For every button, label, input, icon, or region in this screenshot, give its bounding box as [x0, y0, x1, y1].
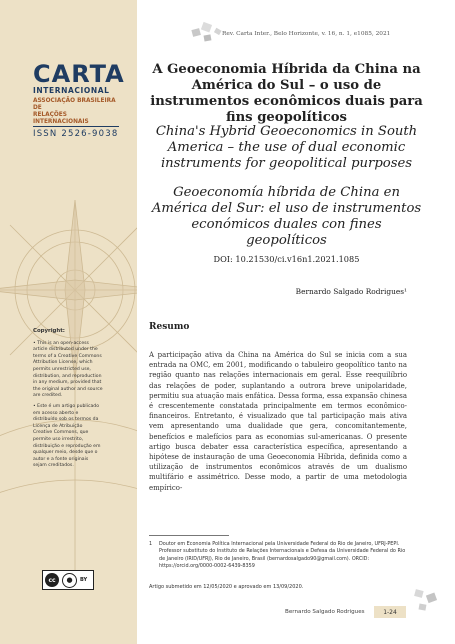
article-title-en: China's Hybrid Geoeconomics in South America – the use of dual economic instruments for geopolitical purposes [155, 124, 418, 171]
abstract-text: A participação ativa da China na América do Sul se inicia com a sua entrada na OMC, em 2001, modificando o tabuleiro geopolítico tanto na região quanto nas relações internacionais em geral. Esse reequilíbrio das relações de poder, suplantando a outrora breve unipolaridade, permitiu sua atuação mais enfática. Dessa forma, essa expansão chinesa é crescentemente constatada principalmente em termos econômico-financeiros. Entretanto, é visualizado que tal participação mais ativa vem apresentando uma dualidade que gera, concomitantemente, benefícios e malefícios para as economias sul-americanas. O presente artigo busca debater essa característica específica, apresentando a hipótese de instauração de uma Geoeconomia Híbrida, definida como a utilização de instrumentos econômicos através de um dualismo multifário e assimétrico. Desse modo, a partir de uma metodologia empírico- [149, 351, 407, 492]
logo-association-line2: RELAÇÕES INTERNACIONAIS [33, 112, 89, 125]
journal-reference: Rev. Carta Inter., Belo Horizonte, v. 16, n. 1, e1085, 2021 [222, 31, 391, 37]
logo-association-line1: ASSOCIAÇÃO BRASILEIRA DE [33, 98, 116, 111]
copyright-text-pt: • Este é um artigo publicado em acesso aberto e distribuído sob os termos da Licença de Atribuição Creative Commons, que permite uso irrestrito, distribuição e reprodução em qualquer meio, desde que o autor e a fonte originais sejam creditados. [33, 403, 101, 469]
journal-logo [33, 62, 123, 126]
abstract-heading: Resumo [149, 322, 190, 332]
footnote-number: 1 [149, 541, 153, 547]
footer-author: Bernardo Salgado Rodrigues [285, 609, 365, 615]
cc-icon: cc [45, 573, 59, 587]
cc-by-label: BY [80, 577, 88, 583]
decorative-dots-icon [411, 586, 445, 616]
creative-commons-badge[interactable] [42, 570, 94, 590]
submission-dates: Artigo submetido em 12/05/2020 e aprovado em 13/09/2020. [149, 584, 304, 590]
decorative-dots-icon [190, 17, 226, 47]
attribution-icon: ● [62, 573, 77, 588]
sidebar [0, 0, 137, 644]
footnote-text: Doutor em Economia Política Internacional pela Universidade Federal do Rio de Janeiro, UFRJ-PEPI. Professor substituto do Instituto de Relações Internacionais e Defesa da Universidade Federal do Rio de Janeiro (IRID/UFRJ), Rio de Janeiro, Brasil (bernardosalgado90@gmail.com). ORCID: https://orcid.org/0000-0002-6439-8359 [159, 541, 406, 569]
footnote-divider [149, 535, 229, 536]
logo-association [33, 98, 123, 126]
copyright-text-en: • This is an open-access article distributed under the terms of a Creative Commons Attribution License, which permits unrestricted use, distribution, and reproduction in any medium, provided that the original author and source are credited. [33, 340, 103, 399]
page-number: 1-24 [374, 606, 406, 618]
issn-label: ISSN 2526-9038 [33, 126, 119, 139]
article-title-es: Geoeconomía híbrida de China en América del Sur: el uso de instrumentos económicos duales con fines geopolíticos [151, 185, 422, 248]
copyright-notice [33, 328, 103, 474]
logo-subtitle: INTERNACIONAL [33, 86, 110, 95]
footnote [149, 541, 411, 570]
author-name: Bernardo Salgado Rodrigues¹ [295, 287, 407, 296]
logo-wordmark: CARTA [33, 60, 125, 88]
article-title-pt: A Geoeconomia Híbrida da China na América do Sul – o uso de instrumentos econômicos duais para fins geopolíticos [150, 62, 423, 125]
doi-link[interactable]: DOI: 10.21530/ci.v16n1.2021.1085 [213, 254, 360, 264]
copyright-title: Copyright: [33, 328, 65, 334]
